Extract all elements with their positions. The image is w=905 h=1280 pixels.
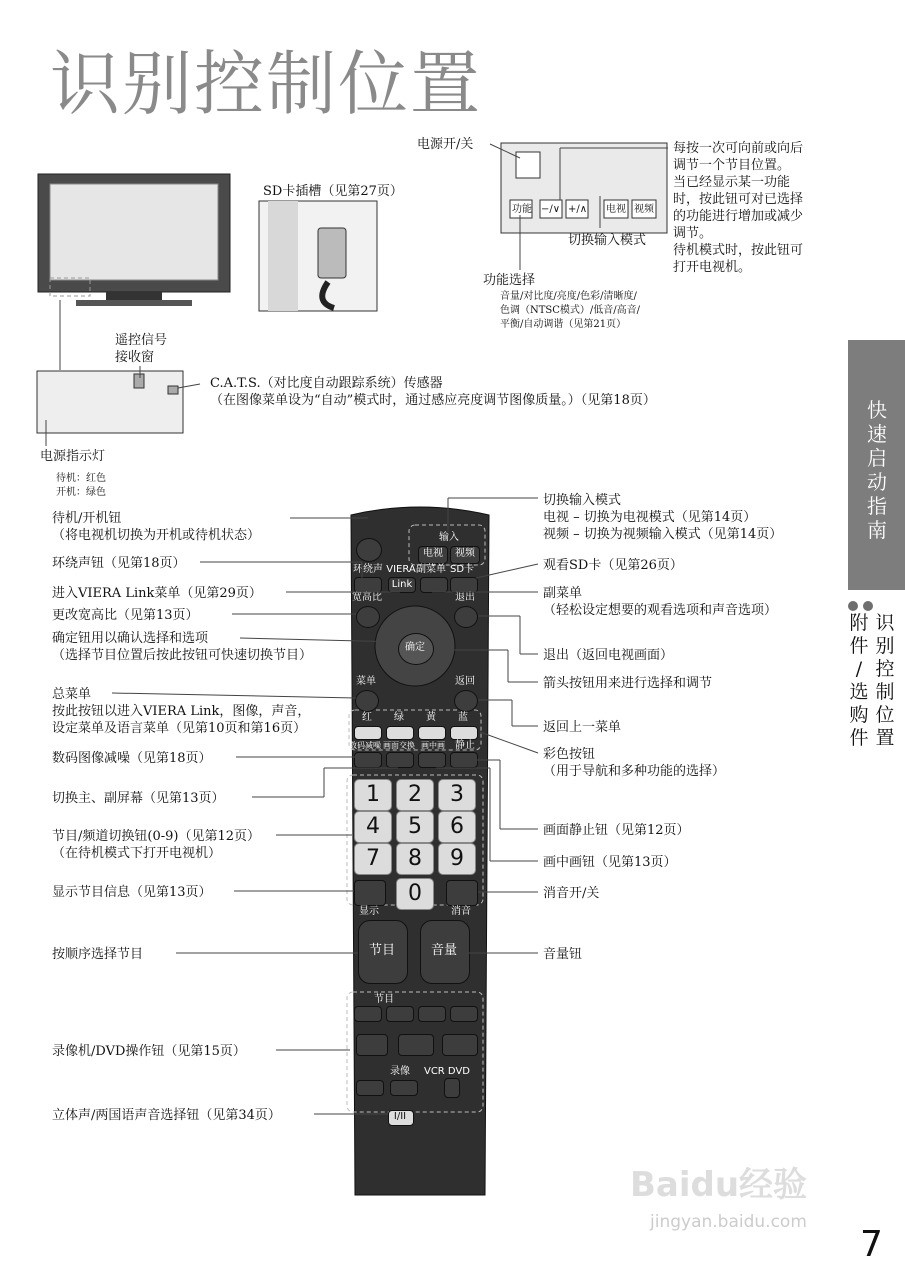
led-desc-1: 开机：绿色 [56,487,106,498]
side-tab-text: 快 速 启 动 指 南 [867,398,887,542]
channel-desc-2: 当已经显示某一功能 [673,175,791,190]
dnr-label: 数码减噪 [349,741,381,750]
record-label: 录像 [390,1066,410,1077]
remote-receiver-0: 遥控信号 [115,333,168,348]
color-green-label: 绿 [394,712,404,723]
func-desc-2: 平衡/自动调谐（见第21页） [500,319,627,330]
digit-1-button[interactable]: 1 [354,779,392,811]
label-vcr: 录像机/DVD操作钮（见第15页） [52,1044,246,1059]
page-number: 7 [860,1224,883,1265]
digit-7-button[interactable]: 7 [354,843,392,875]
swap-label: 画面交换 [383,741,415,750]
label-submenu-0: 副菜单 [543,586,583,601]
volume-label: 音量 [430,943,457,958]
func-select-label: 功能选择 [483,273,536,288]
panel-btn-func[interactable]: 功能 [512,204,532,215]
label-menu-0: 总菜单 [52,687,92,702]
panel-btn-video[interactable]: 视频 [634,204,654,215]
label-viera: 进入VIERA Link菜单（见第29页） [52,586,262,601]
color-blue-label: 蓝 [458,712,468,723]
label-color-0: 彩色按钮 [543,747,596,762]
digit-0-button[interactable]: 0 [396,878,434,910]
digit-6-button[interactable]: 6 [438,811,476,843]
func-desc-0: 音量/对比度/亮度/色彩/清晰度/ [500,291,637,302]
label-sd: 观看SD卡（见第26页） [543,558,683,573]
label-freeze: 画面静止钮（见第12页） [543,823,690,838]
label-exit: 退出（返回电视画面） [543,648,674,663]
label-pip: 画中画钮（见第13页） [543,855,677,870]
label-power-0: 待机/开机钮 [52,511,122,526]
label-digits-0: 节目/频道切换钮(0-9)（见第12页） [52,829,261,844]
label-ok-1: （选择节目位置后按此按钮可快速切换节目） [52,648,313,663]
side-sub-col1: 附 件 / 选 购 件 [849,612,869,749]
label-input-2: 视频 – 切换为视频输入模式（见第14页） [543,527,783,542]
label-menu-2: 设定菜单及语言菜单（见第10页和第16页） [52,721,307,736]
remote-receiver-1: 接收窗 [115,350,155,365]
label-channel: 按顺序选择节目 [52,947,144,962]
label-aspect: 更改宽高比（见第13页） [52,608,199,623]
func-desc-1: 色调（NTSC模式）/低音/高音/ [500,305,641,316]
channel-desc-0: 每按一次可向前或向后 [673,141,804,156]
stereo-label: I/II [393,1111,407,1122]
cats-0: C.A.T.S.（对比度自动跟踪系统）传感器 [210,376,443,391]
exit-label: 退出 [455,592,475,603]
panel-btn-minus[interactable]: −/∨ [541,204,561,215]
return-label: 返回 [455,676,475,687]
label-submenu-1: （轻松设定想要的观看选项和声音选项） [543,603,778,618]
label-color-1: （用于导航和多种功能的选择） [543,764,726,779]
label-surround: 环绕声钮（见第18页） [52,556,186,571]
channel-desc-1: 调节一个节目位置。 [673,158,791,173]
channel-desc-6: 待机模式时，按此钮可 [673,243,804,258]
channel-desc-4: 的功能进行增加或减少 [673,209,804,224]
label-stereo: 立体声/两国语声音选择钮（见第34页） [52,1108,281,1123]
tv-button-label: 电视 [423,548,443,559]
power-label: 电源开/关 [417,137,474,152]
channel-desc-3: 时，按此钮可对已选择 [673,192,804,207]
label-input-0: 切换输入模式 [543,493,622,508]
digit-9-button[interactable]: 9 [438,843,476,875]
sd-label: SD卡 [449,564,475,575]
power-led-label: 电源指示灯 [40,449,106,464]
menu-label: 菜单 [356,676,376,687]
color-red-label: 红 [362,712,372,723]
label-menu-1: 按此按钮以进入VIERA Link，图像，声音， [52,704,311,719]
watermark-logo: Baidu经验 [630,1165,808,1205]
digit-2-button[interactable]: 2 [396,779,434,811]
label-power-1: （将电视机切换为开机或待机状态） [52,528,261,543]
panel-btn-plus[interactable]: +/∧ [568,204,588,215]
vcr-dvd-label: VCR DVD [423,1066,470,1077]
submenu-label: 副菜单 [416,564,446,575]
cats-1: （在图像菜单设为“自动”模式时，通过感应亮度调节图像质量。）（见第18页） [210,393,656,408]
pip-label: 画中画 [421,741,445,750]
label-input-1: 电视 – 切换为电视模式（见第14页） [543,510,757,525]
digit-3-button[interactable]: 3 [438,779,476,811]
color-yellow-label: 黄 [426,712,436,723]
side-sub-col2: 识 别 控 制 位 置 [875,612,895,749]
label-dnr: 数码图像减噪（见第18页） [52,751,212,766]
remote-input-label: 输入 [439,532,459,543]
link-label: Link [391,579,413,590]
ok-label: 确定 [405,642,425,653]
panel-btn-tv[interactable]: 电视 [606,204,626,215]
channel-desc-5: 调节。 [673,226,713,241]
channel-desc-7: 打开电视机。 [673,260,752,275]
label-digits-1: （在待机模式下打开电视机） [52,846,222,861]
channel-label: 节目 [368,943,395,958]
input-mode-label: 切换输入模式 [568,233,647,248]
transport-channel-label: 节目 [374,994,394,1005]
viera-label: VIERA [386,564,416,575]
label-mute: 消音开/关 [543,886,600,901]
label-ok-0: 确定钮用以确认选择和选项 [52,631,209,646]
led-desc-0: 待机：红色 [56,473,106,484]
sd-slot-label: SD卡插槽（见第27页） [263,184,403,199]
video-button-label: 视频 [455,548,475,559]
label-swap: 切换主、副屏幕（见第13页） [52,791,225,806]
digit-8-button[interactable]: 8 [396,843,434,875]
label-return: 返回上一菜单 [543,720,622,735]
display-label: 显示 [359,906,379,917]
digit-4-button[interactable]: 4 [354,811,392,843]
watermark-url: jingyan.baidu.com [650,1212,807,1232]
page-title: 识别控制位置 [50,43,482,125]
freeze-label: 静止 [455,740,475,751]
aspect-label: 宽高比 [352,592,382,603]
digit-5-button[interactable]: 5 [396,811,434,843]
label-arrows: 箭头按钮用来进行选择和调节 [543,676,713,691]
surround-label: 环绕声 [353,564,383,575]
mute-label: 消音 [451,906,471,917]
label-volume: 音量钮 [543,947,583,962]
label-display: 显示节目信息（见第13页） [52,885,212,900]
